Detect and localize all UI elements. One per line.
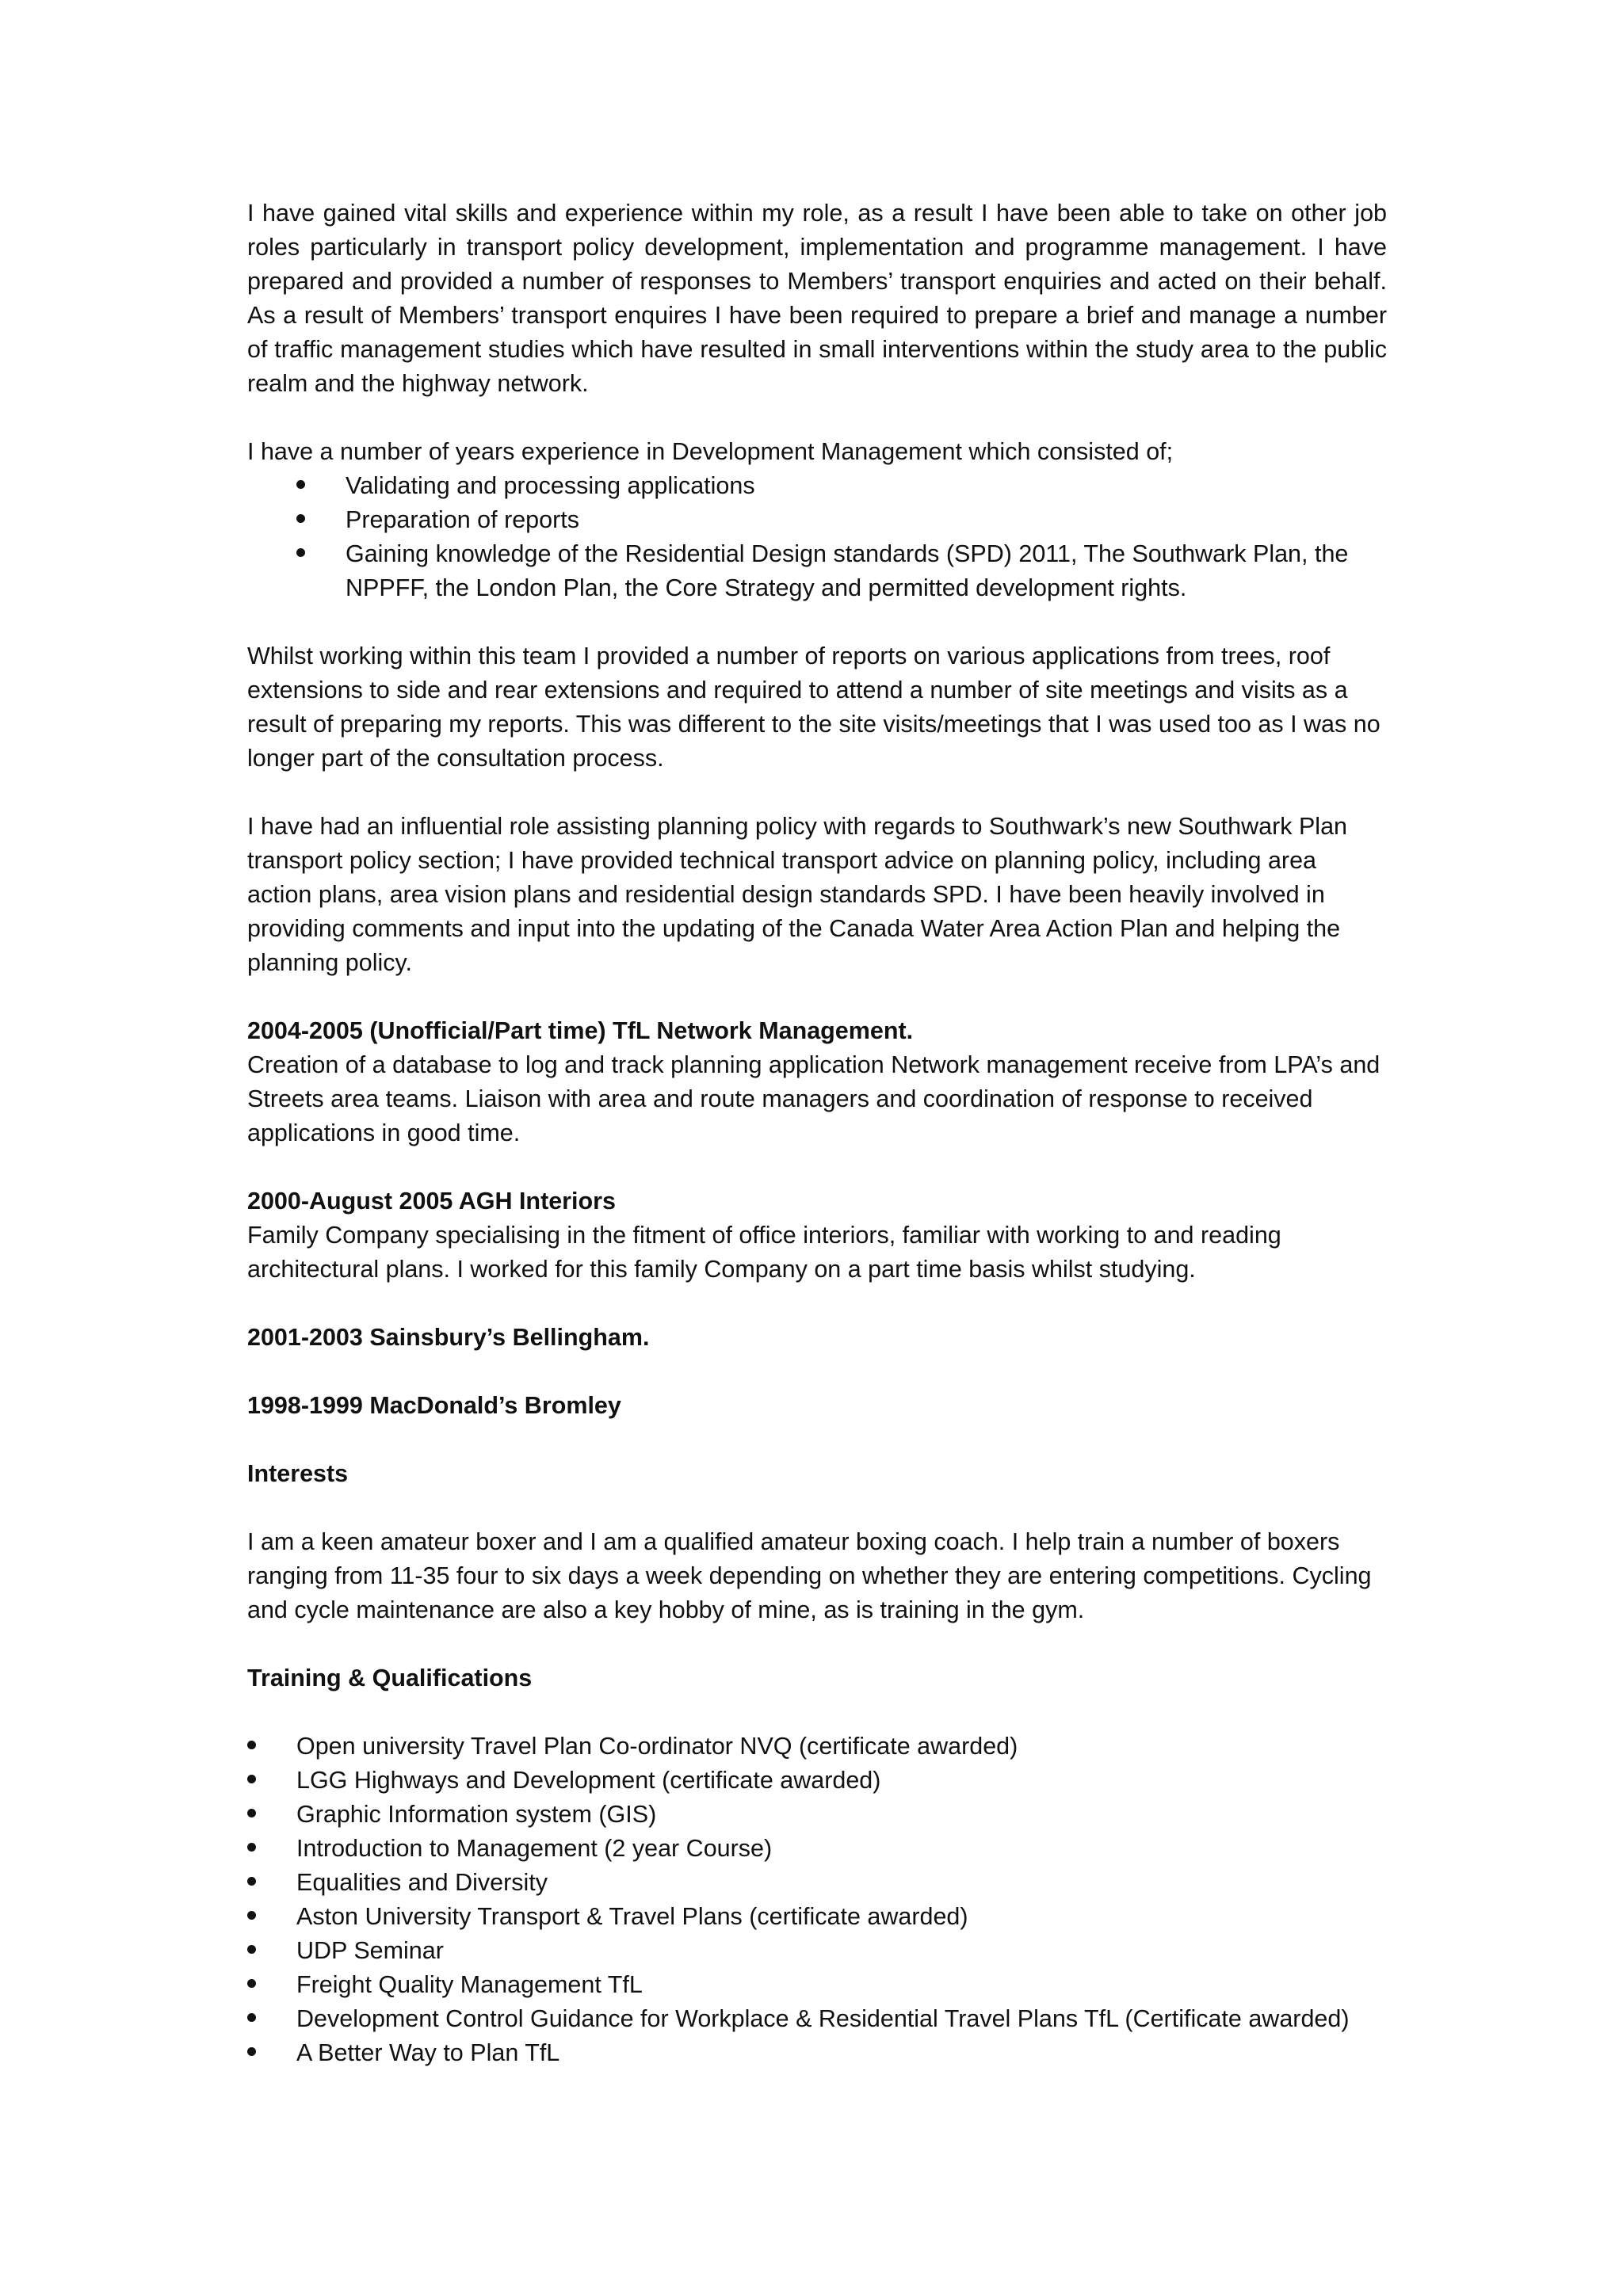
bullet-icon [247,1798,279,1832]
list-item: Introduction to Management (2 year Course) [247,1832,1387,1866]
list-item: Validating and processing applications [296,469,1387,503]
dm-intro: I have a number of years experience in Development Management which consisted of; [247,438,1174,465]
document-page [247,196,1387,2104]
bullet-icon [247,1866,279,1900]
list-item: UDP Seminar [247,1934,1387,1968]
policy-paragraph: I have had an influential role assisting planning policy with regards to Southwark’s new Southwark Plan transport policy section; I have provided technical transport advice on planning policy, including area action plans, area vision plans and residential design standards SPD. I have been heavily involved in providing comments and input into the updating of the Canada Water Area Action Plan and helping the planning policy. [247,813,1347,976]
bullet-icon [247,1832,279,1866]
interests-body: I am a keen amateur boxer and I am a qualified amateur boxing coach. I help train a number of boxers ranging from 11-35 four to six days a week depending on whether they are entering competitions. Cycling and cycle maintenance are also a key hobby of mine, as is training in the gym. [247,1528,1372,1623]
list-item: Development Control Guidance for Workplace & Residential Travel Plans TfL (Certificate awarded) [247,2002,1387,2036]
list-item: Graphic Information system (GIS) [247,1798,1387,1832]
bullet-icon [247,1900,279,1934]
job-heading: 1998-1999 MacDonald’s Bromley [247,1392,621,1419]
bullet-icon [296,537,328,571]
bullet-icon [247,1934,279,1968]
job-heading: 2001-2003 Sainsbury’s Bellingham. [247,1324,650,1351]
training-heading: Training & Qualifications [247,1665,533,1691]
job-heading: 2000-August 2005 AGH Interiors [247,1188,616,1215]
dm-list [296,469,1387,605]
bullet-icon [296,503,328,537]
list-item: Freight Quality Management TfL [247,1968,1387,2002]
intro-paragraph: I have gained vital skills and experience within my role, as a result I have been able to take on other job roles particularly in transport policy development, implementation and programme management. I have prepared and provided a number of responses to Members’ transport enquiries and acted on their behalf. As a result of Members’ transport enquires I have been required to prepare a brief and manage a number of traffic management studies which have resulted in small interventions within the study area to the public realm and the highway network. [247,200,1387,397]
list-item: Open university Travel Plan Co-ordinator NVQ (certificate awarded) [247,1730,1387,1764]
job-body: Creation of a database to log and track planning application Network management receive from LPA’s and Streets area teams. Liaison with area and route managers and coordination of response to received applications in good time. [247,1051,1381,1146]
bullet-icon [296,469,328,503]
list-item: Aston University Transport & Travel Plans (certificate awarded) [247,1900,1387,1934]
bullet-icon [247,1968,279,2002]
team-paragraph: Whilst working within this team I provided a number of reports on various applications from trees, roof extensions to side and rear extensions and required to attend a number of site meetings and visits as a result of preparing my reports. This was different to the site visits/meetings that I was used too as I was no longer part of the consultation process. [247,643,1381,772]
bullet-icon [247,2002,279,2036]
list-item: Preparation of reports [296,503,1387,537]
list-item: Gaining knowledge of the Residential Design standards (SPD) 2011, The Southwark Plan, the NPPFF, the London Plan, the Core Strategy and permitted development rights. [296,537,1387,605]
bullet-icon [247,1764,279,1798]
bullet-icon [247,2036,279,2070]
job-body: Family Company specialising in the fitment of office interiors, familiar with working to and reading architectural plans. I worked for this family Company on a part time basis whilst studying. [247,1222,1281,1283]
list-item: Equalities and Diversity [247,1866,1387,1900]
job-heading: 2004-2005 (Unofficial/Part time) TfL Network Management. [247,1017,914,1044]
list-item: A Better Way to Plan TfL [247,2036,1387,2070]
interests-heading: Interests [247,1460,349,1487]
bullet-icon [247,1730,279,1764]
list-item: LGG Highways and Development (certificate awarded) [247,1764,1387,1798]
training-list [247,1730,1387,2070]
